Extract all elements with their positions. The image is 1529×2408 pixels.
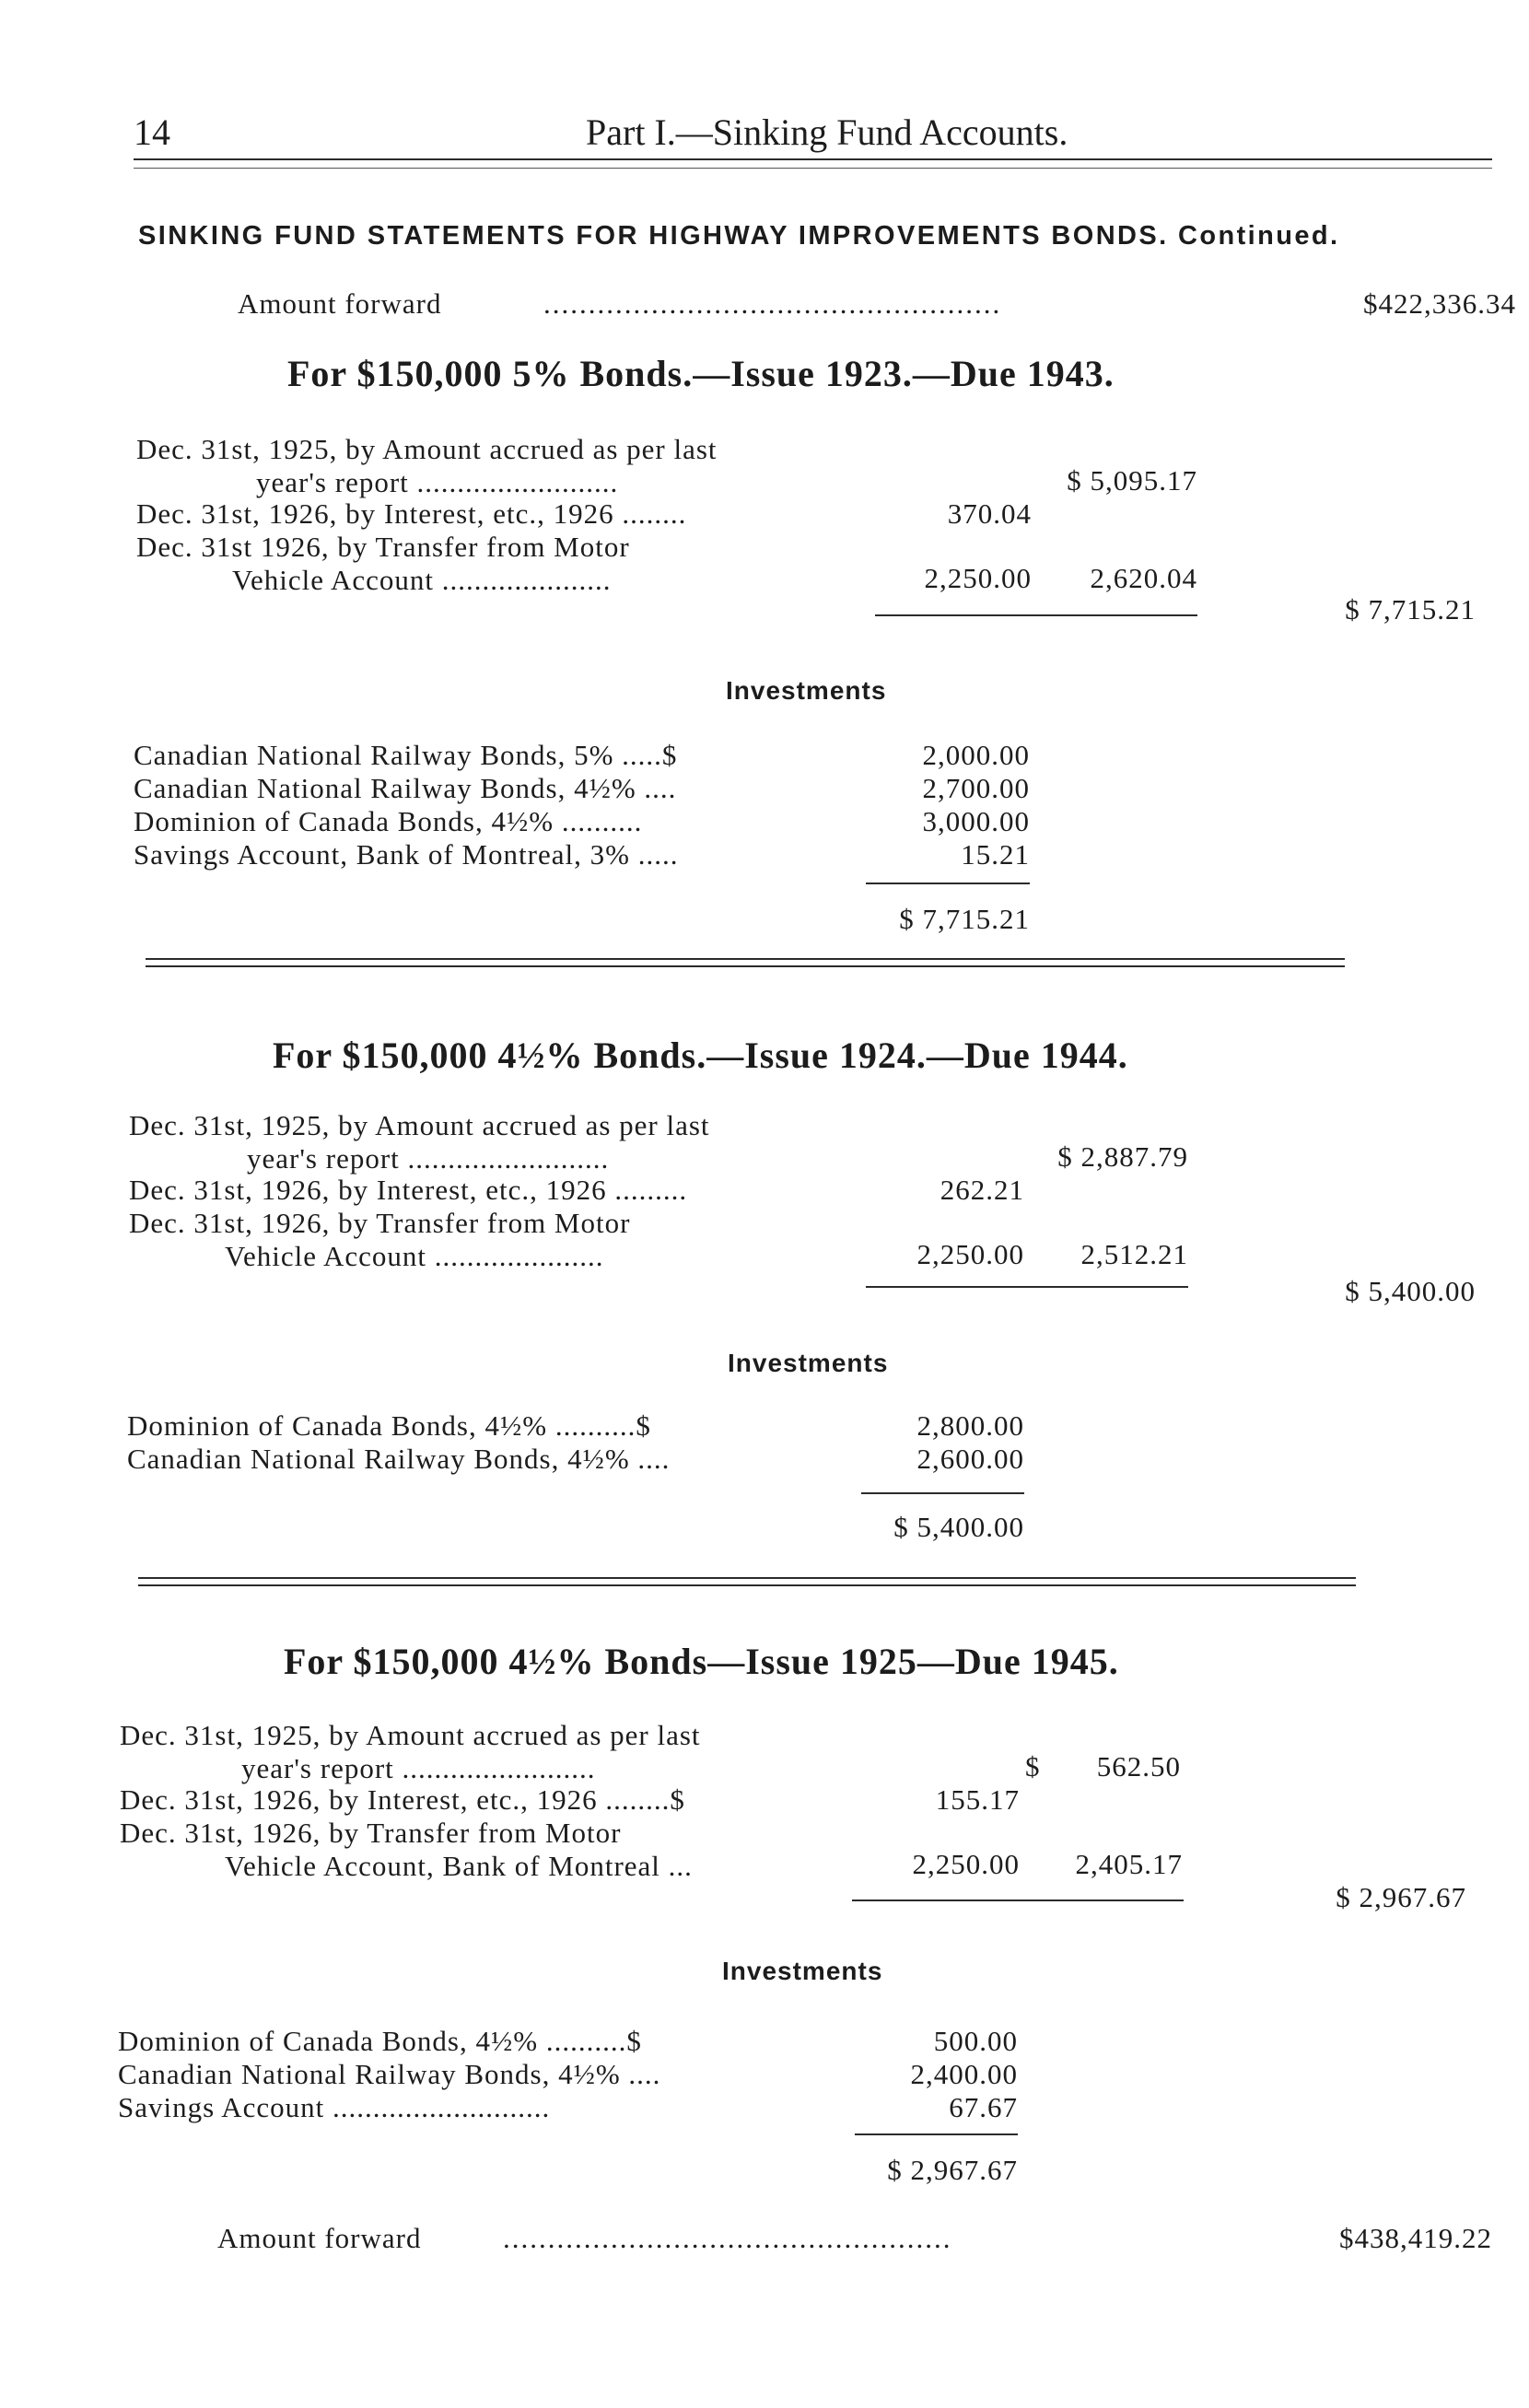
s1-entry-3-col2: 2,620.04: [1090, 562, 1197, 594]
s1-investment-2-amount: 2,700.00: [922, 772, 1030, 804]
s1-entry-3-line1: Dec. 31st 1926, by Transfer from Motor: [136, 531, 630, 563]
s2-entry-2-amount: 262.21: [940, 1174, 1024, 1206]
s2-entry-3-line1: Dec. 31st, 1926, by Transfer from Motor: [129, 1207, 631, 1239]
s3-entry-1-line2: year's report ........................: [241, 1752, 596, 1784]
section-1-title: For $150,000 5% Bonds.—Issue 1923.—Due 1943.: [287, 353, 1115, 394]
s2-investment-1-label: Dominion of Canada Bonds, 4½% ..........$: [127, 1409, 651, 1442]
s3-entry-3-line2: Vehicle Account, Bank of Montreal ...: [225, 1850, 693, 1882]
s3-investment-3-label: Savings Account ...........................: [118, 2091, 551, 2123]
forward-amount-bottom: $438,419.22: [1339, 2222, 1492, 2254]
s3-investment-1-amount: 500.00: [933, 2025, 1018, 2057]
s2-entry-3-col2: 2,512.21: [1080, 1238, 1188, 1270]
s2-entry-3-line2: Vehicle Account .....................: [225, 1240, 604, 1272]
s1-investments-total: $ 7,715.21: [899, 903, 1030, 935]
s2-investment-2-amount: 2,600.00: [916, 1443, 1024, 1475]
s3-entry-3-line1: Dec. 31st, 1926, by Transfer from Motor: [120, 1817, 622, 1849]
s2-entry-1-amount: $ 2,887.79: [1057, 1140, 1188, 1173]
s1-entry-1-line1: Dec. 31st, 1925, by Amount accrued as per last: [136, 433, 718, 465]
s2-entry-1-line1: Dec. 31st, 1925, by Amount accrued as per last: [129, 1109, 710, 1141]
forward-amount-top: $422,336.34: [1363, 287, 1516, 320]
section-2-separator: [138, 1577, 1356, 1586]
s3-entry-3-col1: 2,250.00: [912, 1848, 1020, 1880]
forward-label-bottom: Amount forward: [217, 2222, 422, 2254]
s1-entry-1-amount: $ 5,095.17: [1067, 464, 1197, 497]
s2-total: $ 5,400.00: [1345, 1275, 1476, 1307]
s3-entry-2-line1: Dec. 31st, 1926, by Interest, etc., 1926 ........$: [120, 1783, 685, 1816]
s1-investment-4-amount: 15.21: [961, 838, 1030, 871]
s1-entry-2-line1: Dec. 31st, 1926, by Interest, etc., 1926 ........: [136, 497, 687, 530]
forward-dots-bottom: ..................................................: [503, 2222, 952, 2254]
s3-entry-3-col2: 2,405.17: [1075, 1848, 1183, 1880]
s1-investment-1-amount: 2,000.00: [922, 739, 1030, 771]
s3-investment-2-label: Canadian National Railway Bonds, 4½% ....: [118, 2058, 661, 2090]
s3-total: $ 2,967.67: [1336, 1881, 1466, 1913]
s1-entry-1-line2: year's report .........................: [256, 466, 619, 498]
s1-investment-2-label: Canadian National Railway Bonds, 4½% ....: [134, 772, 677, 804]
s2-investments-heading: Investments: [728, 1349, 889, 1377]
section-1-separator: [146, 958, 1345, 967]
s2-investment-1-amount: 2,800.00: [916, 1409, 1024, 1442]
s2-investments-rule: [861, 1492, 1024, 1494]
s3-entry-1-amount: $ 562.50: [1025, 1750, 1181, 1783]
s2-entry-2-line1: Dec. 31st, 1926, by Interest, etc., 1926 .........: [129, 1174, 688, 1206]
s1-entry-3-line2: Vehicle Account .....................: [232, 564, 612, 596]
s3-investments-heading: Investments: [722, 1957, 883, 1985]
header-rule: [134, 158, 1492, 160]
page-number: 14: [134, 111, 170, 153]
s3-investment-1-label: Dominion of Canada Bonds, 4½% ..........$: [118, 2025, 642, 2057]
s1-investment-3-label: Dominion of Canada Bonds, 4½% ..........: [134, 805, 643, 837]
section-heading: SINKING FUND STATEMENTS FOR HIGHWAY IMPROVEMENTS BONDS. Continued.: [138, 221, 1340, 251]
forward-label-top: Amount forward: [238, 287, 442, 320]
s1-sum-rule: [875, 614, 1197, 616]
s3-investments-rule: [855, 2133, 1018, 2135]
forward-dots-top: ...................................................: [543, 287, 1002, 320]
s1-entry-3-col1: 2,250.00: [924, 562, 1032, 594]
s3-investment-3-amount: 67.67: [949, 2091, 1018, 2123]
s2-entry-1-line2: year's report .........................: [247, 1142, 610, 1175]
s2-investments-total: $ 5,400.00: [893, 1511, 1024, 1543]
s1-investment-1-label: Canadian National Railway Bonds, 5% .....$: [134, 739, 678, 771]
s2-investment-2-label: Canadian National Railway Bonds, 4½% ....: [127, 1443, 671, 1475]
s3-sum-rule: [852, 1900, 1184, 1901]
s1-total: $ 7,715.21: [1345, 593, 1476, 625]
s3-entry-1-line1: Dec. 31st, 1925, by Amount accrued as per last: [120, 1719, 701, 1751]
s1-investment-3-amount: 3,000.00: [922, 805, 1030, 837]
running-title: Part I.—Sinking Fund Accounts.: [586, 111, 1068, 153]
s1-entry-2-amount: 370.04: [947, 497, 1032, 530]
s1-investments-heading: Investments: [726, 676, 887, 705]
s3-investments-total: $ 2,967.67: [887, 2154, 1018, 2186]
s1-investment-4-label: Savings Account, Bank of Montreal, 3% .....: [134, 838, 679, 871]
s3-entry-2-amount: 155.17: [935, 1783, 1020, 1816]
header-rule-2: [134, 168, 1492, 169]
section-3-title: For $150,000 4½% Bonds—Issue 1925—Due 1945.: [284, 1641, 1119, 1682]
s3-investment-2-amount: 2,400.00: [910, 2058, 1018, 2090]
section-2-title: For $150,000 4½% Bonds.—Issue 1924.—Due 1944.: [273, 1035, 1128, 1076]
s1-investments-rule: [866, 883, 1030, 884]
s2-entry-3-col1: 2,250.00: [916, 1238, 1024, 1270]
s2-sum-rule: [866, 1286, 1188, 1288]
